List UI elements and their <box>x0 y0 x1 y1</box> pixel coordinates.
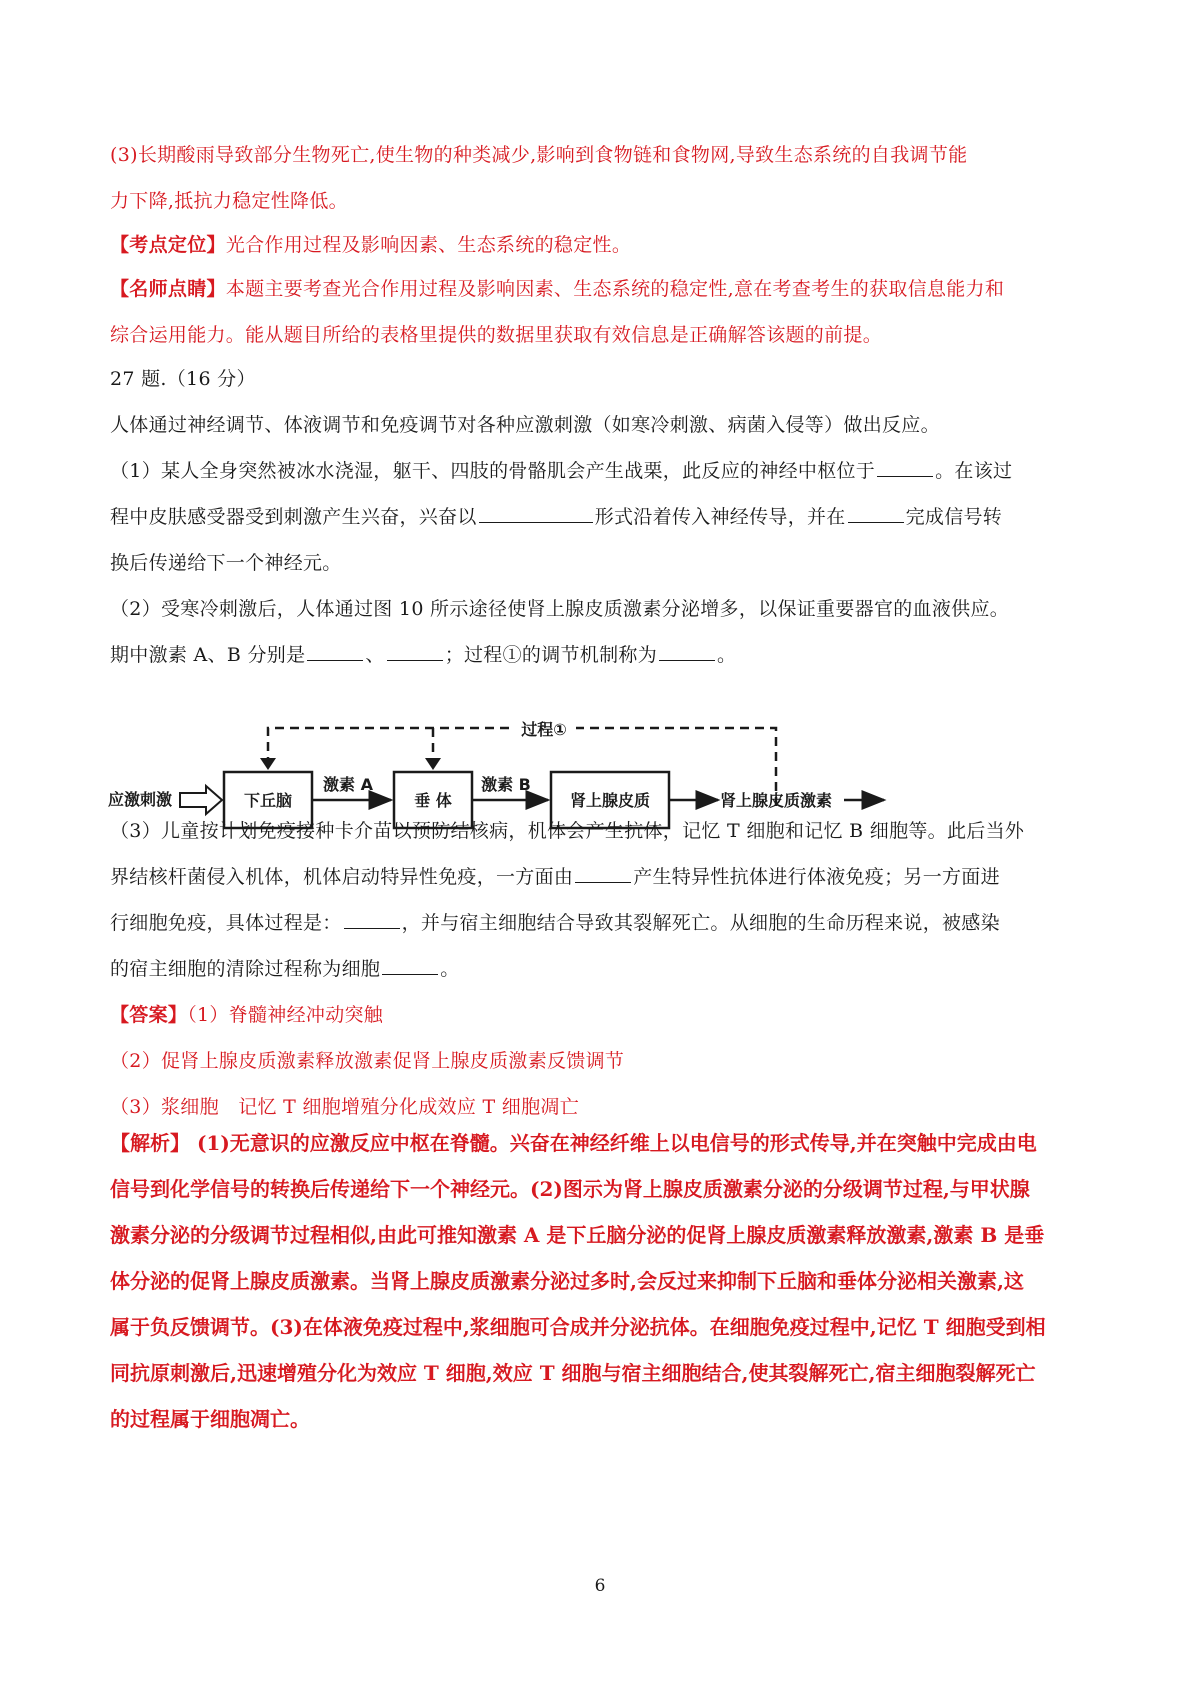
box-label: 肾上腺皮质 <box>569 791 651 810</box>
answer-label: 【答案】 <box>110 1004 188 1026</box>
hormone-b-label: 激素 B <box>481 775 531 794</box>
answer-line: （2）促肾上腺皮质激素释放激素促肾上腺皮质激素反馈调节 <box>110 1050 625 1072</box>
feedback-dashed-line <box>268 728 776 806</box>
question-intro: 人体通过神经调节、体液调节和免疫调节对各种应激刺激（如寒冷刺激、病菌入侵等）做出反应。 <box>110 414 940 436</box>
answer-blank[interactable] <box>877 456 933 477</box>
kaodian-section <box>110 222 1100 268</box>
text-segment: 期中激素 A、B 分别是 <box>110 644 306 666</box>
text-segment: 的宿主细胞的清除过程称为细胞 <box>110 958 381 980</box>
answer-blank[interactable] <box>344 908 400 929</box>
text-segment: 形式沿着传入神经传导，并在 <box>594 506 846 528</box>
kaodian-label: 【考点定位】 <box>110 234 226 256</box>
answer-line: （3）浆细胞 记忆 T 细胞增殖分化成效应 T 细胞凋亡 <box>110 1096 579 1118</box>
text-segment: 程中皮肤感受器受到刺激产生兴奋，兴奋以 <box>110 506 477 528</box>
box-label: 垂 体 <box>414 791 452 810</box>
output-label: 肾上腺皮质激素 <box>720 791 833 810</box>
subquestion-1 <box>110 448 1100 586</box>
text-segment: 产生特异性抗体进行体液免疫；另一方面进 <box>633 866 1000 888</box>
text-segment: ；过程①的调节机制称为 <box>444 644 657 666</box>
analysis-line: (1)无意识的应激反应中枢在脊髓。兴奋在神经纤维上以电信号的形式传导,并在突触中完成由电 <box>196 1131 1037 1155</box>
text-line: 力下降,抵抗力稳定性降低。 <box>110 190 348 212</box>
mingshi-label: 【名师点睛】 <box>110 278 226 300</box>
mingshi-section <box>110 266 1100 358</box>
prev-answer-part3 <box>110 132 1100 224</box>
arrow-head-icon <box>260 758 276 770</box>
text-segment: 。 <box>440 958 460 980</box>
mingshi-text-2: 综合运用能力。能从题目所给的表格里提供的数据里获取有效信息是正确解答该题的前提。 <box>110 324 883 346</box>
analysis-line: 体分泌的促肾上腺皮质激素。当肾上腺皮质激素分泌过多时,会反过来抑制下丘脑和垂体分泌相关激素,这 <box>110 1269 1024 1293</box>
hormone-a-label: 激素 A <box>323 775 373 794</box>
text-segment: （1）某人全身突然被冰水浇湿，躯干、四肢的骨骼肌会产生战栗，此反应的神经中枢位于 <box>110 460 876 482</box>
mingshi-text: 本题主要考查光合作用过程及影响因素、生态系统的稳定性,意在考查考生的获取信息能力和 <box>225 278 1005 300</box>
text-line: 换后传递给下一个神经元。 <box>110 552 342 574</box>
arrow-head-icon <box>425 758 441 770</box>
process-label: 过程① <box>521 720 567 739</box>
answer-blank[interactable] <box>382 954 438 975</box>
text-line: (3)长期酸雨导致部分生物死亡,使生物的种类减少,影响到食物链和食物网,导致生态系统的自我调节能 <box>110 144 968 166</box>
answer-blank[interactable] <box>387 640 443 661</box>
text-segment: 行细胞免疫，具体过程是： <box>110 912 342 934</box>
text-segment: ，并与宿主细胞结合导致其裂解死亡。从细胞的生命历程来说，被感染 <box>401 912 1000 934</box>
analysis-line: 同抗原刺激后,迅速增殖分化为效应 T 细胞,效应 T 细胞与宿主细胞结合,使其裂解死亡,宿主细胞裂解死亡 <box>110 1361 1036 1385</box>
subquestion-2 <box>110 586 1100 678</box>
analysis-line: 激素分泌的分级调节过程相似,由此可推知激素 A 是下丘脑分泌的促肾上腺皮质激素释放激素,激素 B 是垂 <box>110 1223 1045 1247</box>
analysis-line: 信号到化学信号的转换后传递给下一个神经元。(2)图示为肾上腺皮质激素分泌的分级调节过程,与甲状腺 <box>110 1177 1030 1201</box>
stimulus-label: 应激刺激 <box>108 790 173 809</box>
text-segment: 界结核杆菌侵入机体，机体启动特异性免疫，一方面由 <box>110 866 574 888</box>
question-27 <box>110 356 1100 678</box>
answer-blank[interactable] <box>848 502 904 523</box>
analysis-line: 属于负反馈调节。(3)在体液免疫过程中,浆细胞可合成并分泌抗体。在细胞免疫过程中,记忆 T 细胞受到相 <box>110 1315 1046 1339</box>
answer-blank[interactable] <box>575 862 631 883</box>
kaodian-text: 光合作用过程及影响因素、生态系统的稳定性。 <box>225 234 632 256</box>
subquestion-3 <box>110 808 1100 992</box>
page-number: 6 <box>594 1576 606 1596</box>
text-segment: 。在该过 <box>935 460 1013 482</box>
text-segment: 、 <box>365 644 385 666</box>
question-header: 27 题.（16 分） <box>110 368 256 390</box>
box-label: 下丘脑 <box>243 791 293 810</box>
answer-section <box>110 992 1100 1130</box>
text-segment: 。 <box>717 644 737 666</box>
analysis-section <box>110 1120 1110 1442</box>
analysis-line: 的过程属于细胞凋亡。 <box>110 1407 310 1431</box>
analysis-label: 【解析】 <box>110 1131 190 1155</box>
text-line: （3）儿童按计划免疫接种卡介苗以预防结核病，机体会产生抗体，记忆 T 细胞和记忆 B 细胞等。此后当外 <box>110 820 1025 842</box>
answer-line: （1）脊髓神经冲动突触 <box>187 1004 384 1026</box>
answer-blank[interactable] <box>307 640 363 661</box>
text-segment: 完成信号转 <box>905 506 1003 528</box>
answer-blank[interactable] <box>659 640 715 661</box>
answer-blank[interactable] <box>479 502 593 523</box>
text-line: （2）受寒冷刺激后，人体通过图 10 所示途径使肾上腺皮质激素分泌增多，以保证重要器官的血液供应。 <box>110 598 1010 620</box>
